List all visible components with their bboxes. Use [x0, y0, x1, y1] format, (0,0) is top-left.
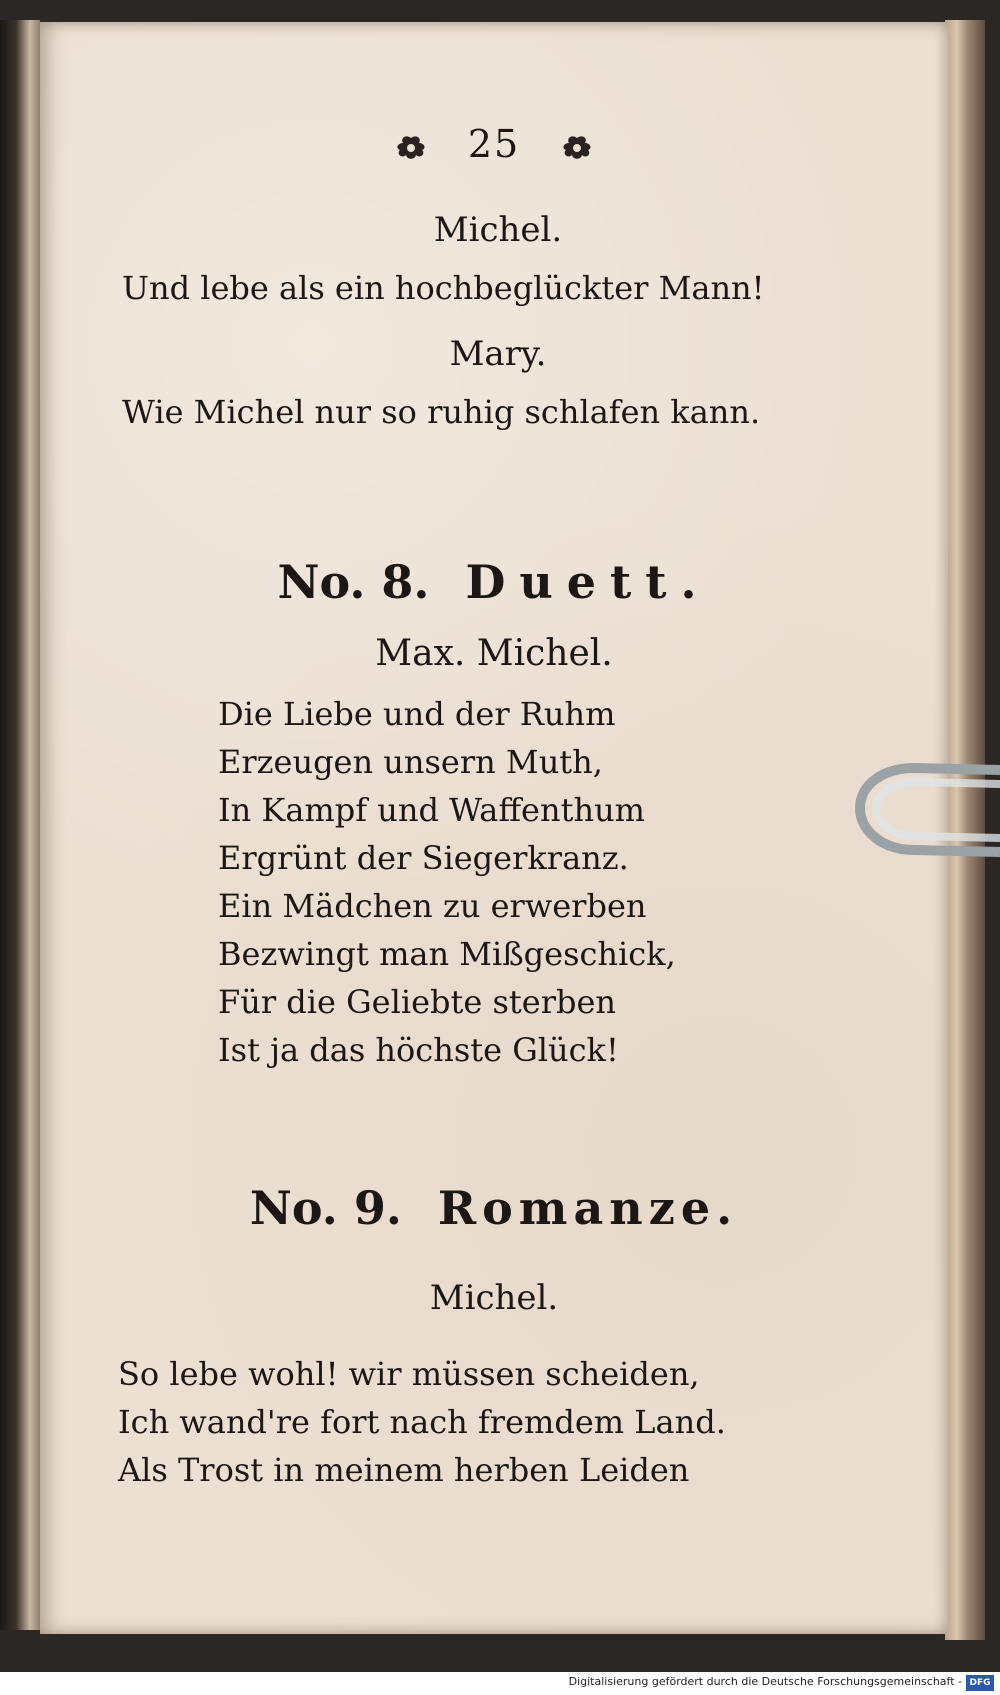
book-page [40, 22, 948, 1634]
verse-line: Ergrünt der Siegerkranz. [218, 839, 629, 877]
verse-line: Erzeugen unsern Muth, [218, 743, 603, 781]
verse-line: In Kampf und Waffenthum [218, 791, 646, 829]
verse-line: Wie Michel nur so ruhig schlafen kann. [122, 393, 761, 431]
page-number: 25 [467, 122, 521, 166]
verse-line: Die Liebe und der Ruhm [218, 695, 616, 733]
verse-stanza [40, 1350, 948, 1494]
funding-credit: Digitalisierung gefördert durch die Deutsche Forschungsgemeinschaft - [568, 1675, 962, 1688]
dialogue-section [40, 208, 948, 434]
verse-line: Ein Mädchen zu erwerben [218, 887, 647, 925]
section-number: No. 8. [277, 555, 430, 609]
speaker-name: Michel. [433, 210, 563, 250]
verse-stanza [40, 690, 948, 1074]
section-title: Romanze. [437, 1181, 739, 1235]
section-title: Duett. [465, 555, 711, 609]
section-heading [40, 554, 948, 610]
fleuron-icon [394, 134, 428, 162]
section-number: No. 9. [249, 1181, 402, 1235]
speaker-name: Mary. [449, 334, 547, 374]
footer-bar [0, 1672, 1000, 1695]
verse-line: So lebe wohl! wir müssen scheiden, [118, 1355, 700, 1393]
verse-line: Für die Geliebte sterben [218, 983, 617, 1021]
paper-clip-icon [854, 762, 1000, 858]
number-9-section [40, 1180, 948, 1494]
speaker-name: Michel. [429, 1278, 559, 1318]
number-8-section [40, 554, 948, 1074]
speaker-names: Max. Michel. [375, 633, 613, 674]
section-heading [40, 1180, 948, 1236]
dfg-logo: DFG [966, 1675, 994, 1691]
page-header [40, 122, 948, 166]
verse-line: Als Trost in meinem herben Leiden [118, 1451, 690, 1489]
verse-line: Bezwingt man Mißgeschick, [218, 935, 676, 973]
verse-line: Ist ja das höchste Glück! [218, 1031, 619, 1069]
fleuron-icon [560, 134, 594, 162]
verse-line: Und lebe als ein hochbeglückter Mann! [122, 269, 765, 307]
verse-line: Ich wand're fort nach fremdem Land. [118, 1403, 726, 1441]
book-spine-edge [0, 20, 40, 1630]
